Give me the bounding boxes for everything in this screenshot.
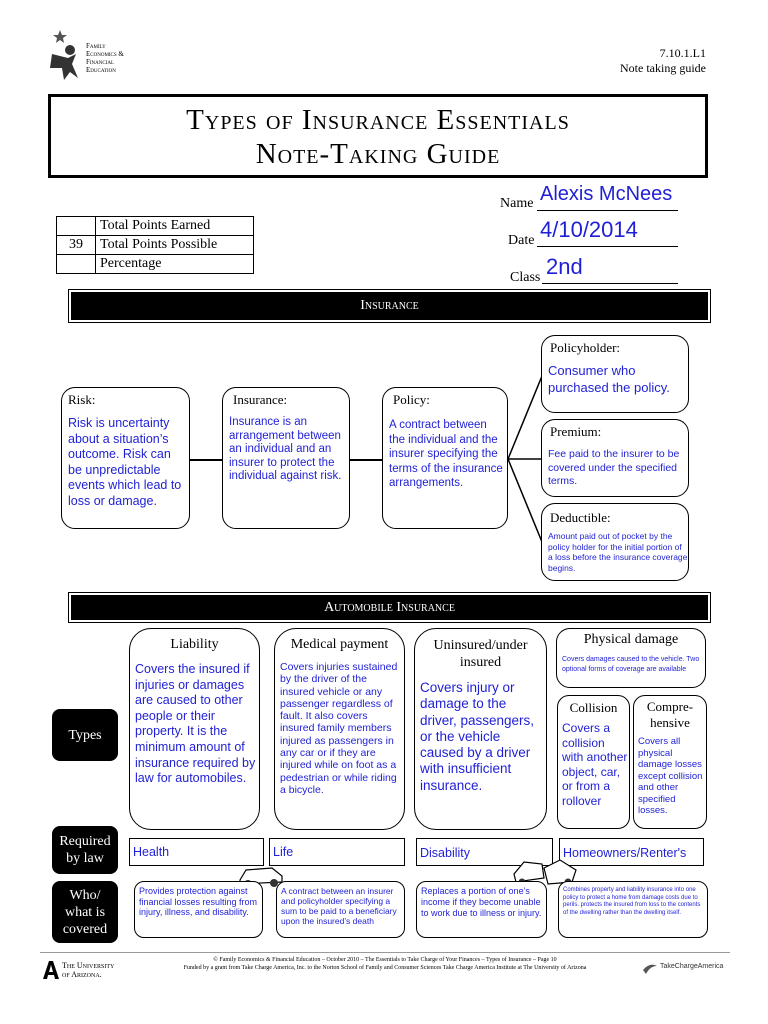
insurance-section-bar — [68, 289, 711, 323]
connector-line — [190, 459, 222, 461]
premium-answer[interactable]: Fee paid to the insurer to be covered under the specified terms. — [548, 448, 680, 487]
who-label-text: Who/ what is covered — [62, 887, 108, 937]
name-underline — [537, 210, 678, 211]
class-value[interactable]: 2nd — [546, 254, 583, 279]
who-homeowners-answer[interactable]: Combines property and liability insurance into one policy to protect a home from damage costs due to perils. protects the insured from loss to the contents of the dwelling rather than the dwelling itself. — [563, 887, 701, 916]
deductible-label: Deductible: — [550, 510, 611, 525]
logo-line: Economics & — [86, 50, 124, 58]
medical-payment-answer[interactable]: Covers injuries sustained by the driver of the insured vehicle or any passenger regardless of fault. It also covers insured family members injured as passengers in any car or if they are injured while on foot as a pedestrian or while riding a bicycle. — [280, 661, 398, 796]
deductible-answer[interactable]: Amount paid out of pocket by the policy holder for the initial portion of a loss before the insurance coverage begins. — [548, 531, 688, 573]
class-label: Class — [510, 270, 541, 285]
uninsured-box — [414, 628, 547, 830]
tca-swoosh-icon — [642, 960, 658, 976]
logo-line: Financial — [86, 58, 115, 66]
who-life-answer[interactable]: A contract between an insurer and policyholder specifying a sum to be paid to a beneficiary upon the insured’s death — [281, 886, 397, 926]
medical-payment-label: Medical payment — [290, 637, 389, 652]
take-charge-america-logo — [642, 960, 732, 978]
name-label: Name — [500, 196, 534, 211]
table-row — [57, 255, 254, 274]
deductible-box — [541, 503, 689, 581]
required-cell-life — [269, 838, 405, 866]
policy-connectors — [508, 370, 542, 550]
university-of-arizona-logo — [42, 958, 132, 984]
required-health-answer[interactable]: Health — [133, 845, 170, 859]
collision-label: Collision — [569, 700, 618, 715]
uninsured-label: Uninsured/under insured — [433, 638, 528, 670]
class-underline — [542, 283, 678, 284]
points-label: Percentage — [96, 255, 254, 274]
collision-answer[interactable]: Covers a collision with another object, car, or from a rollover — [562, 721, 628, 808]
types-row-label — [52, 709, 118, 761]
date-value[interactable]: 4/10/2014 — [540, 217, 638, 242]
name-value[interactable]: Alexis McNees — [540, 183, 673, 205]
points-label: Total Points Earned — [96, 217, 254, 236]
policy-label: Policy: — [393, 392, 430, 407]
who-cell-disability — [416, 881, 547, 938]
logo-line: Family — [86, 42, 106, 50]
liability-answer[interactable]: Covers the insured if injuries or damages are caused to other people or their property. It is the minimum amount of insurance required by law for automobiles. — [135, 662, 256, 786]
arizona-a-icon — [42, 960, 60, 980]
policy-answer[interactable]: A contract between the individual and the insurer specifying the terms of the insurance arrangements. — [389, 419, 503, 489]
liability-label: Liability — [170, 637, 219, 652]
risk-label: Risk: — [68, 392, 96, 407]
who-row-label — [52, 881, 118, 943]
comprehensive-label: Compre-hensive — [646, 699, 694, 730]
university-line: of Arizona. — [62, 970, 102, 979]
connector-line — [350, 459, 382, 461]
who-cell-homeowners — [558, 881, 708, 938]
logo-figure-icon — [46, 28, 84, 82]
fefe-logo — [46, 28, 146, 84]
page-title-line2: Note-Taking Guide — [255, 138, 501, 170]
comprehensive-answer[interactable]: Covers all physical damage losses except collision and other specified losses. — [638, 736, 703, 816]
liability-box — [129, 628, 260, 830]
points-label: Total Points Possible — [96, 236, 254, 255]
points-value — [57, 217, 96, 236]
footer-divider — [40, 952, 730, 953]
auto-section-title: Automobile Insurance — [324, 600, 455, 615]
points-value: 39 — [57, 236, 96, 255]
table-row — [57, 236, 254, 255]
insurance-box — [222, 387, 350, 529]
uninsured-answer[interactable]: Covers injury or damage to the driver, passengers, or the vehicle caused by a driver with insufficient insurance. — [420, 680, 535, 793]
title-box — [48, 94, 708, 178]
points-value — [57, 255, 96, 274]
page-title-line1: Types of Insurance Essentials — [186, 104, 570, 136]
who-health-answer[interactable]: Provides protection against financial losses resulting from injury, illness, and disability. — [139, 886, 258, 917]
required-cell-homeowners — [559, 838, 704, 866]
required-life-answer[interactable]: Life — [273, 845, 294, 859]
who-cell-life — [276, 881, 405, 938]
insurance-section-title: Insurance — [360, 298, 419, 313]
footer-funding: Funded by a grant from Take Charge America, Inc. to the Norton School of Family and Consumer Sciences Take Charge America Institute at The University of Arizona — [183, 965, 587, 971]
tca-brand-text: TakeChargeAmerica — [660, 963, 724, 970]
required-label-text: Required by law — [59, 834, 111, 866]
insurance-label: Insurance: — [233, 392, 288, 407]
insurance-answer[interactable]: Insurance is an arrangement between an individual and an insurer to protect the individual against risk. — [229, 416, 342, 482]
comprehensive-box — [633, 695, 707, 829]
risk-answer[interactable]: Risk is uncertainty about a situation’s outcome. Risk can be unpredictable events which lead to loss or damage. — [68, 416, 182, 508]
date-label: Date — [508, 233, 535, 248]
required-homeowners-answer[interactable]: Homeowners/Renter's — [563, 846, 687, 860]
physical-damage-box — [556, 628, 706, 688]
auto-section-bar — [68, 592, 711, 623]
points-table — [56, 216, 254, 274]
risk-box — [61, 387, 190, 529]
collision-box — [557, 695, 630, 829]
who-disability-answer[interactable]: Replaces a portion of one’s income if they become unable to work due to illness or injury. — [421, 886, 542, 918]
required-disability-answer[interactable]: Disability — [420, 846, 471, 860]
premium-box — [541, 419, 689, 497]
policyholder-label: Policyholder: — [550, 340, 621, 355]
guide-subtitle: Note taking guide — [620, 61, 706, 75]
medical-payment-box — [274, 628, 405, 830]
policyholder-answer[interactable]: Consumer who purchased the policy. — [548, 363, 670, 395]
policyholder-box — [541, 335, 689, 413]
date-underline — [537, 246, 678, 247]
logo-line: Education — [86, 66, 116, 74]
types-label-text: Types — [68, 727, 102, 743]
table-row — [57, 217, 254, 236]
premium-label: Premium: — [550, 424, 602, 439]
who-cell-health — [134, 881, 263, 938]
required-row-label — [52, 826, 118, 874]
policy-box — [382, 387, 508, 529]
lesson-code: 7.10.1.L1 — [659, 46, 706, 60]
physical-damage-answer[interactable]: Covers damages caused to the vehicle. Two optional forms of coverage are available — [562, 656, 700, 673]
university-line: The University — [62, 961, 115, 970]
physical-damage-label: Physical damage — [583, 632, 679, 647]
footer-copyright: © Family Economics & Financial Education – October 2010 – The Essentials to Take Charge of Your Finances – Types of Insurance – Page 10 — [213, 957, 557, 963]
